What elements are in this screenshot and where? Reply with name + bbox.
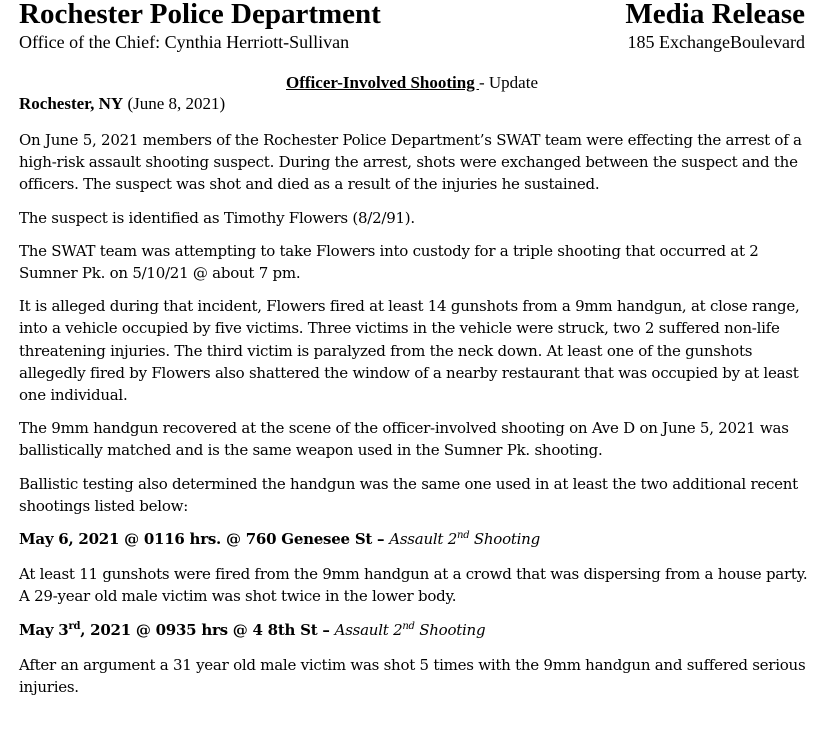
doc-type: Media Release (625, 0, 805, 30)
incident2-heading-pre: May 3 (19, 620, 69, 639)
release-title (19, 73, 805, 93)
dateline-date: (June 8, 2021) (127, 94, 226, 113)
incident2-type-sup: nd (402, 620, 415, 632)
incident2-description: After an argument a 31 year old male victim was shot 5 times with the 9mm handgun and suffered serious injuries. (19, 655, 806, 697)
incident2-heading-sup: rd (68, 620, 81, 632)
incident1-type-sup: nd (457, 530, 470, 542)
incident1-dash: – (372, 530, 390, 549)
org-name: Rochester Police Department (19, 0, 381, 30)
dateline (19, 94, 225, 114)
incident2-type-post: Shooting (414, 620, 486, 639)
paragraph-arrest: On June 5, 2021 members of the Rochester Police Department’s SWAT team were effecting the arrest of a high-risk assault shooting suspect. During the arrest, shots were exchanged between the suspect and the officers. The suspect was shot and died as a result of the injuries he sustained. (19, 131, 802, 194)
office-line: Office of the Chief: Cynthia Herriott-Sullivan (19, 32, 350, 52)
incident1-type-pre: Assault 2 (389, 530, 457, 549)
incident2-type (335, 621, 486, 639)
media-release-page (19, 0, 808, 697)
subheader-row (19, 30, 805, 52)
header-row (19, 0, 805, 30)
paragraph-ballistics-match: The 9mm handgun recovered at the scene of the officer-involved shooting on Ave D on June 5, 2021 was ballistically matched and is the same weapon used in the Sumner Pk. shooting. (19, 419, 789, 460)
release-body (19, 129, 809, 709)
incident-heading-may-6 (19, 528, 809, 550)
title-main: Officer-Involved Shooting (286, 73, 479, 92)
incident1-heading-text: May 6, 2021 @ 0116 hrs. @ 760 Genesee St (19, 530, 373, 549)
incident2-dash: – (317, 620, 335, 639)
incident1-description: At least 11 gunshots were fired from the 9mm handgun at a crowd that was dispersing from a house party. A 29-year old male victim was shot twice in the lower body. (19, 565, 808, 606)
paragraph-swat: The SWAT team was attempting to take Flowers into custody for a triple shooting that occurred at 2 Sumner Pk. on 5/10/21 @ about 7 pm. (19, 241, 759, 283)
paragraph-suspect-id: The suspect is identified as Timothy Flowers (8/2/91). (19, 208, 415, 227)
incident2-type-pre: Assault 2 (334, 620, 403, 639)
incident2-heading-post: , 2021 @ 0935 hrs @ 4 8th St (80, 620, 318, 639)
paragraph-allegation: It is alleged during that incident, Flowers fired at least 14 gunshots from a 9mm handgun, at close range, into a vehicle occupied by five victims. Three victims in the vehicle were struck, two 2 suffered non-life threatening injuries. The third victim is paralyzed from the neck down. At least one of the gunshots allegedly fired by Flowers also shattered the window of a nearby restaurant that was occupied by at least one individual. (19, 297, 800, 405)
address-line: 185 ExchangeBoulevard (627, 32, 805, 52)
incident1-type-post: Shooting (469, 530, 540, 549)
dateline-location: Rochester, NY (19, 94, 124, 113)
paragraph-ballistics-additional: Ballistic testing also determined the handgun was the same one used in at least the two additional recent shootings listed below: (19, 474, 798, 515)
incident1-type (389, 530, 540, 548)
title-suffix: - Update (478, 73, 538, 92)
incident-heading-may-3 (19, 619, 809, 641)
